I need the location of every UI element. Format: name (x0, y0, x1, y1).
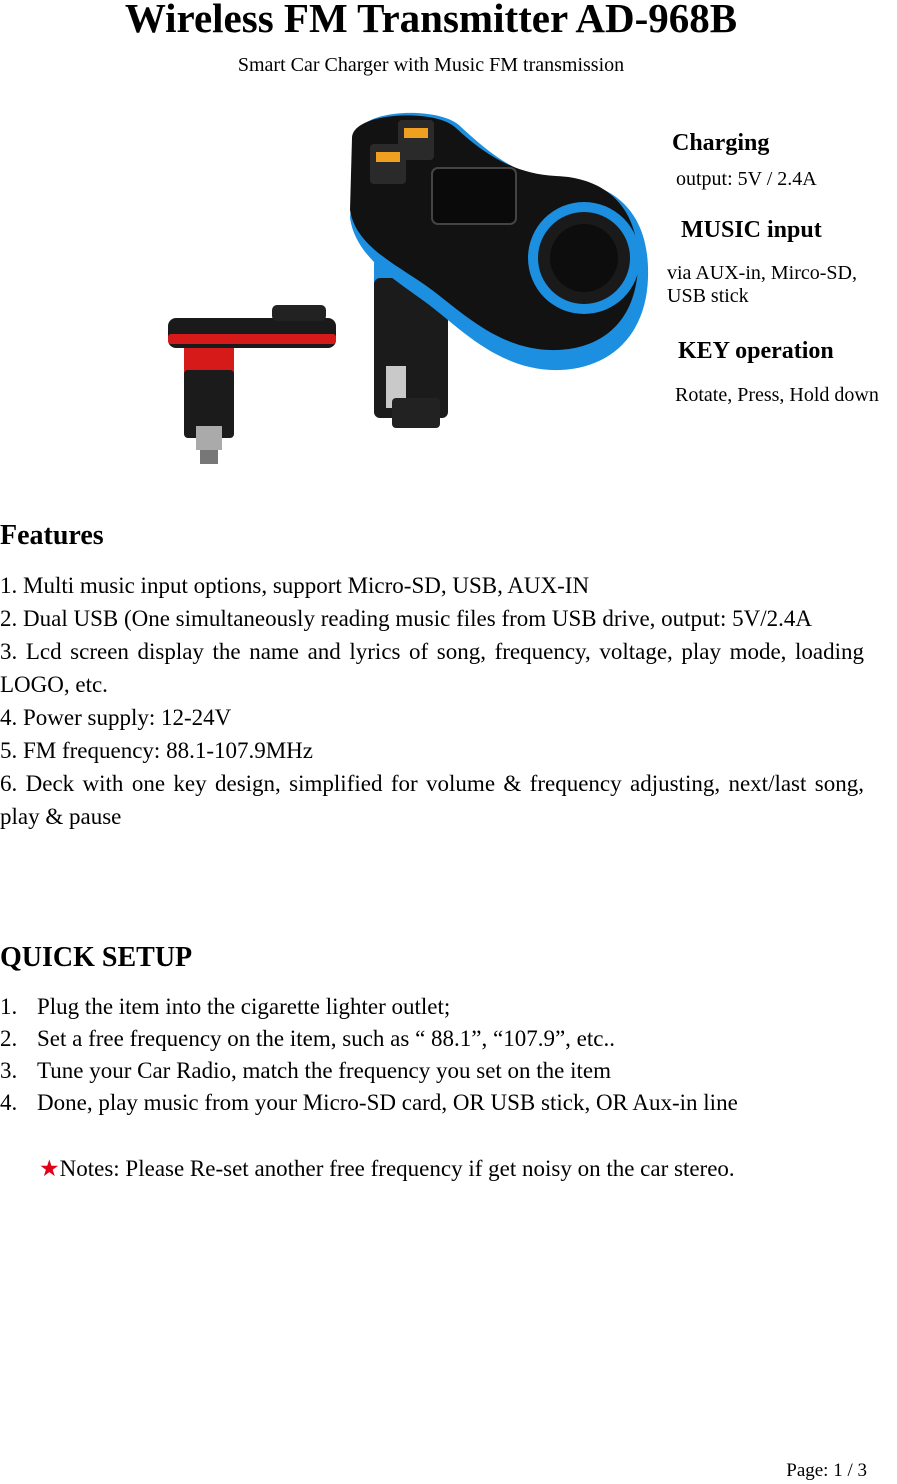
step-number: 1. (0, 994, 18, 1019)
feature-item: 1. Multi music input options, support Micro-SD, USB, AUX-IN (0, 573, 590, 598)
feature-item: 6. Deck with one key design, simplified for volume & frequency adjusting, next/last song, play & pause (0, 771, 864, 829)
callout-key-heading: KEY operation (678, 338, 834, 364)
features-heading: Features (0, 520, 104, 551)
features-list (0, 569, 864, 833)
callout-music-heading: MUSIC input (681, 217, 822, 243)
callout-charging-text: output: 5V / 2.4A (676, 168, 817, 190)
step-text: Set a free frequency on the item, such as “ 88.1”, “107.9”, etc.. (37, 1026, 615, 1051)
setup-note (39, 1156, 735, 1182)
car-fm-transmitter-image (160, 108, 660, 470)
step-number: 4. (0, 1090, 18, 1115)
feature-item: 3. Lcd screen display the name and lyrics of song, frequency, voltage, play mode, loading LOGO, etc. (0, 639, 864, 697)
main-device (350, 113, 648, 428)
step-number: 3. (0, 1058, 18, 1083)
note-text: Notes: Please Re-set another free frequency if get noisy on the car stereo. (59, 1156, 735, 1181)
quick-setup-steps (0, 991, 738, 1119)
document-title: Wireless FM Transmitter AD-968B (124, 0, 738, 41)
callout-charging-heading: Charging (672, 130, 770, 156)
setup-step (0, 1087, 738, 1119)
star-icon: ★ (39, 1156, 60, 1181)
step-number: 2. (0, 1026, 18, 1051)
step-text: Tune your Car Radio, match the frequency you set on the item (37, 1058, 612, 1083)
feature-item: 2. Dual USB (One simultaneously reading music files from USB drive, output: 5V/2.4A (0, 606, 812, 631)
callout-key-text: Rotate, Press, Hold down (675, 384, 879, 406)
step-text: Done, play music from your Micro-SD card, OR USB stick, OR Aux-in line (37, 1090, 738, 1115)
feature-item: 4. Power supply: 12-24V (0, 705, 232, 730)
setup-step (0, 1055, 738, 1087)
step-text: Plug the item into the cigarette lighter outlet; (37, 994, 451, 1019)
side-view-device (168, 305, 336, 464)
setup-step (0, 1023, 738, 1055)
setup-step (0, 991, 738, 1023)
page-number: Page: 1 / 3 (786, 1460, 867, 1481)
feature-item: 5. FM frequency: 88.1-107.9MHz (0, 738, 314, 763)
callout-music-text: via AUX-in, Mirco-SD, USB stick (667, 262, 857, 307)
document-subtitle: Smart Car Charger with Music FM transmission (237, 54, 625, 76)
quick-setup-heading: QUICK SETUP (0, 942, 193, 973)
